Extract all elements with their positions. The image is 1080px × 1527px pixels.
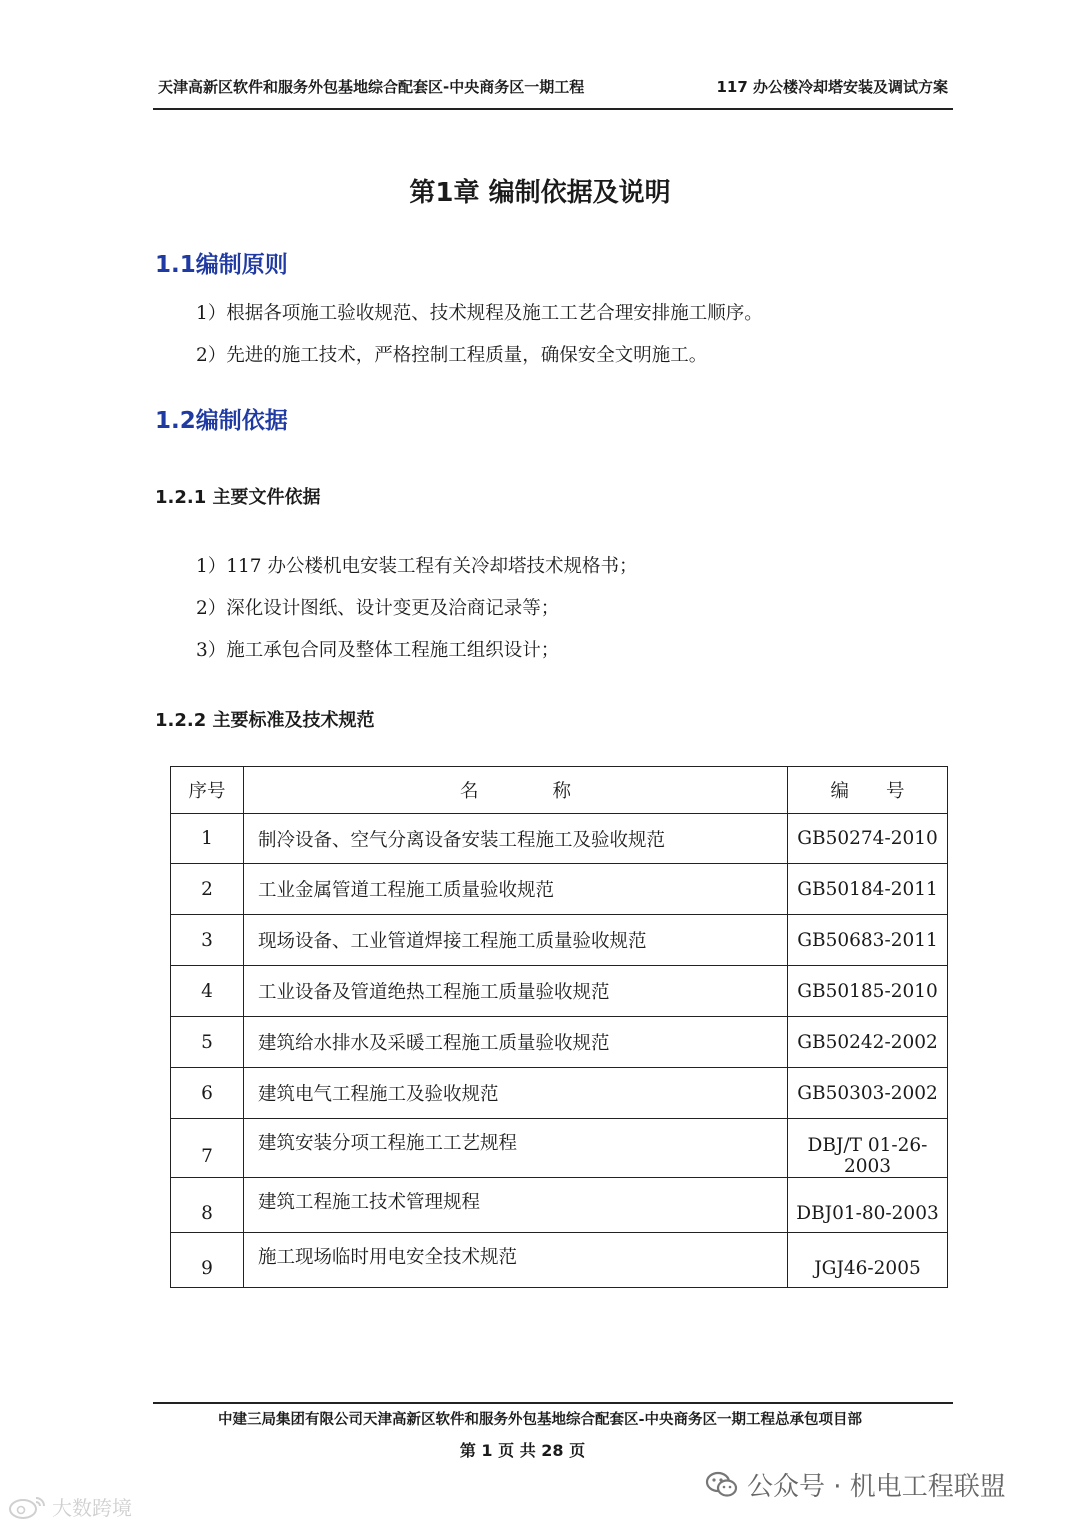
table-row [171,814,948,864]
standard-code: GB50185-2010 [788,966,948,1017]
standard-code: GB50242-2002 [788,1017,948,1068]
table-row [171,915,948,966]
header-code: 编 号 [788,767,948,814]
document-basis-item-1: 1）117 办公楼机电安装工程有关冷却塔技术规格书； [196,556,638,577]
principle-item-1: 1）根据各项施工验收规范、技术规程及施工工艺合理安排施工顺序。 [196,303,763,324]
header-doc-title: 117 办公楼冷却塔安装及调试方案 [716,78,948,96]
row-number: 2 [171,864,244,915]
standard-name: 现场设备、工业管道焊接工程施工质量验收规范 [244,915,788,966]
subsection-1-2-2-heading: 1.2.2 主要标准及技术规范 [155,710,375,731]
table-row [171,1068,948,1119]
footer-page-number: 第 1 页 共 28 页 [459,1441,586,1460]
row-number: 8 [171,1178,244,1233]
standard-name: 工业设备及管道绝热工程施工质量验收规范 [244,966,788,1017]
chapter-title: 第1章 编制依据及说明 [409,178,671,208]
standard-name: 施工现场临时用电安全技术规范 [244,1233,788,1288]
table-row [171,966,948,1017]
section-1-2-heading: 1.2编制依据 [155,408,288,434]
subsection-1-2-1-heading: 1.2.1 主要文件依据 [155,487,321,508]
page-header [153,76,953,110]
table-row [171,1233,948,1288]
wechat-watermark [705,1466,1006,1503]
document-basis-item-2: 2）深化设计图纸、设计变更及洽商记录等； [196,598,560,619]
section-1-1-heading: 1.1编制原则 [155,252,288,278]
header-project-name: 天津高新区软件和服务外包基地综合配套区-中央商务区一期工程 [158,78,585,96]
standard-name: 工业金属管道工程施工质量验收规范 [244,864,788,915]
table-row [171,864,948,915]
footer-divider [153,1402,953,1404]
standard-code: GB50303-2002 [788,1068,948,1119]
row-number: 7 [171,1119,244,1178]
standard-code: DBJ/T 01-26-2003 [788,1119,948,1178]
principle-item-2: 2）先进的施工技术，严格控制工程质量，确保安全文明施工。 [196,345,708,366]
left-watermark [8,1492,132,1521]
standard-name: 建筑给水排水及采暖工程施工质量验收规范 [244,1017,788,1068]
standards-table [170,766,948,1288]
table-header-row [171,767,948,814]
table-row [171,1178,948,1233]
header-no: 序号 [171,767,244,814]
standard-code: GB50683-2011 [788,915,948,966]
standard-name: 建筑工程施工技术管理规程 [244,1178,788,1233]
standard-code: DBJ01-80-2003 [788,1178,948,1233]
standard-name: 制冷设备、空气分离设备安装工程施工及验收规范 [244,814,788,864]
standard-name: 建筑安装分项工程施工工艺规程 [244,1119,788,1178]
row-number: 9 [171,1233,244,1288]
standard-code: GB50184-2011 [788,864,948,915]
weibo-icon [8,1494,48,1520]
left-watermark-text: 大数跨境 [52,1496,132,1520]
wechat-watermark-text: 公众号 · 机电工程联盟 [747,1472,1006,1502]
footer-organization: 中建三局集团有限公司天津高新区软件和服务外包基地综合配套区-中央商务区一期工程总承包项目部 [217,1412,862,1428]
document-basis-item-3: 3）施工承包合同及整体工程施工组织设计； [196,640,560,661]
row-number: 5 [171,1017,244,1068]
wechat-icon [705,1470,739,1500]
row-number: 4 [171,966,244,1017]
standard-code: JGJ46-2005 [788,1233,948,1288]
table-row [171,1119,948,1178]
standard-code: GB50274-2010 [788,814,948,864]
row-number: 6 [171,1068,244,1119]
standard-name: 建筑电气工程施工及验收规范 [244,1068,788,1119]
row-number: 1 [171,814,244,864]
header-name: 名 称 [244,767,788,814]
row-number: 3 [171,915,244,966]
table-row [171,1017,948,1068]
